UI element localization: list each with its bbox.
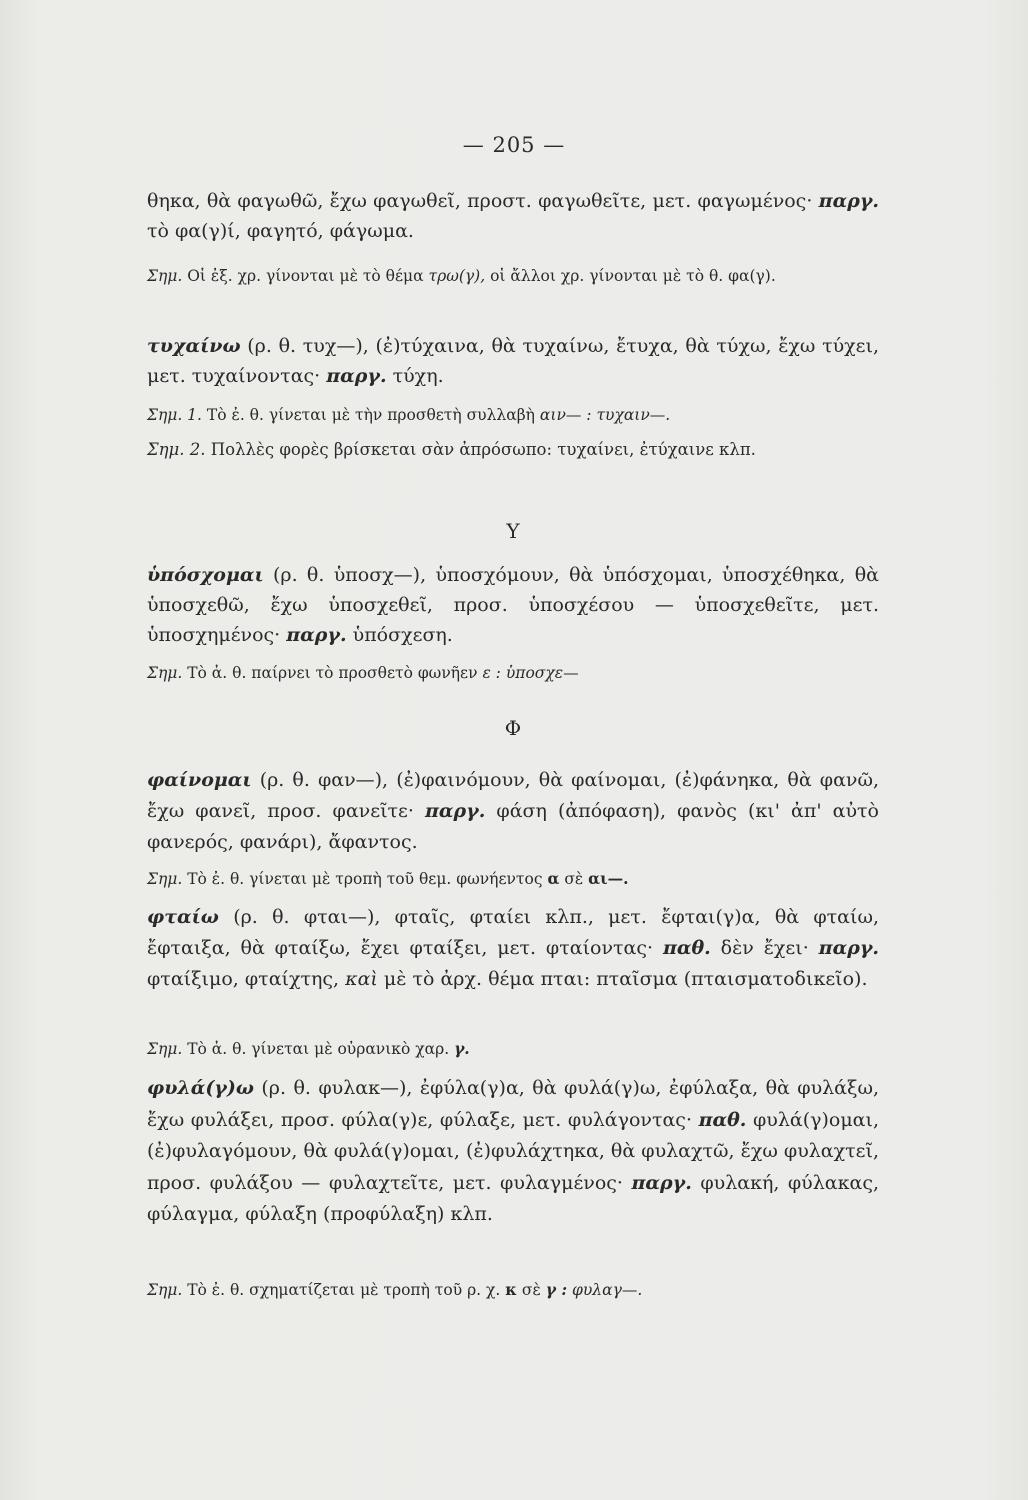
headword: τυχαίνω	[147, 335, 241, 357]
entry-text: (ρ. θ. φυλακ—), ἐφύλα(γ)α, θὰ φυλά(γ)ω, ἐφύλαξα, θὰ φυλάξω, ἔχω φυλάξει, προσ. φύλα(γ)ε, φύλαξε, μετ. φυλάγοντας·	[147, 1077, 880, 1131]
note-fagw	[147, 263, 879, 289]
parg-abbr: παργ.	[286, 624, 347, 646]
entry-text-4: μὲ τὸ ἀρχ. θέμα πται: πταῖσμα (πταισματοδικεῖο).	[383, 968, 868, 990]
note-bold: α	[547, 869, 560, 888]
section-letter-y	[147, 516, 879, 546]
note-label: Σημ. 2.	[147, 440, 206, 459]
entry-text: (ρ. θ. φται—), φταῖς, φταίει κλπ., μετ. ἔφται(γ)α, θὰ φταίω, ἔφταιξα, θὰ φταίξω, ἔχει φταίξει, μετ. φταίοντας·	[147, 906, 879, 959]
page-number: — 205 —	[462, 133, 566, 157]
entry-text: (ρ. θ. ὑποσχ—), ὑποσχόμουν, θὰ ὑπόσχομαι, ὑποσχέθηκα, θὰ ὑποσχεθῶ, ἔχω ὑποσχεθεῖ, προσ. ὑποσχέσου — ὑποσχεθεῖτε, μετ. ὑποσχημένος·	[147, 564, 880, 646]
note-paragraph	[147, 1036, 879, 1062]
note-italic: φυλαγ—.	[572, 1281, 643, 1299]
note-paragraph	[147, 263, 879, 289]
continuation-derivatives: τὸ φα(γ)ί, φαγητό, φάγωμα.	[147, 220, 414, 242]
continuation-text: θηκα, θὰ φαγωθῶ, ἔχω φαγωθεῖ, προστ. φαγωθεῖτε, μετ. φαγωμένος·	[147, 190, 813, 212]
note-tyxaino-1	[147, 402, 879, 428]
note-label: Σημ.	[147, 1040, 183, 1058]
note-text: Τὸ ἀ. θ. γίνεται μὲ οὐρανικὸ χαρ.	[187, 1040, 450, 1058]
note-text: Τὸ ἐ. θ. γίνεται μὲ τροπὴ τοῦ θεμ. φωνήεντος	[187, 870, 543, 888]
note-paragraph	[147, 436, 879, 464]
entry-paragraph	[147, 765, 879, 858]
parg-abbr: παργ.	[818, 937, 879, 959]
headword: φυλά(γ)ω	[147, 1077, 254, 1099]
note-italic: ε : ὑποσχε—	[482, 664, 579, 682]
note-bold: γ.	[454, 1039, 470, 1058]
entry-derivative: τύχη.	[392, 365, 444, 387]
headword: φαίνομαι	[147, 769, 252, 791]
note-label: Σημ.	[147, 870, 183, 888]
note-yposxomai	[147, 660, 879, 686]
note-text-2: σὲ	[564, 870, 584, 888]
entry-yposxomai	[147, 560, 879, 650]
parg-abbr: παργ.	[818, 190, 879, 212]
note-text: Οἱ ἐξ. χρ. γίνονται μὲ τὸ θέμα	[187, 267, 424, 285]
entry-derivative: ὑπόσχεση.	[352, 624, 453, 646]
note-label: Σημ.	[147, 1281, 183, 1299]
entry-text-3: φυλακή, φύλακας, φύλαγμα, φύλαξη (προφύλαξη) κλπ.	[147, 1171, 879, 1225]
entry-derivative: φάση (ἀπόφαση), φανὸς (κι' ἀπ' αὐτὸ φανερός, φανάρι), ἄφαντος.	[147, 800, 879, 853]
note-text-2: οἱ ἄλλοι χρ. γίνονται μὲ τὸ θ. φα(γ).	[490, 267, 776, 285]
letter-heading: Φ	[504, 716, 522, 740]
entry-paragraph	[147, 1073, 879, 1231]
entry-text: (ρ. θ. φαν—), (ἐ)φαινόμουν, θὰ φαίνομαι, (ἐ)φάνηκα, θὰ φανῶ, ἔχω φανεῖ, προσ. φανεῖτε·	[147, 769, 879, 822]
entry-fainomai	[147, 765, 879, 858]
note-label: Σημ.	[147, 267, 183, 285]
note-fylago	[147, 1277, 879, 1303]
note-text-2: σὲ	[521, 1281, 541, 1299]
note-paragraph	[147, 1277, 879, 1303]
entry-text-3: φταίξιμο, φταίχτης,	[147, 968, 340, 990]
entry-continuation	[147, 186, 879, 246]
entry-fylago	[147, 1073, 879, 1231]
note-text: Τὸ ἐ. θ. γίνεται μὲ τὴν προσθετὴ συλλαβὴ	[206, 406, 535, 424]
note-italic: αιν— : τυχαιν—.	[539, 406, 671, 424]
headword: ὑπόσχομαι	[147, 564, 264, 586]
entry-text-2: δὲν ἔχει·	[720, 937, 809, 959]
parg-abbr: παργ.	[326, 365, 387, 387]
entry-ftaio	[147, 902, 879, 995]
note-label: Σημ. 1.	[147, 406, 202, 424]
entry-text: (ρ. θ. τυχ—), (ἐ)τύχαινα, θὰ τυχαίνω, ἔτυχα, θὰ τύχω, ἔχω τύχει, μετ. τυχαίνοντας·	[147, 335, 879, 387]
parg-abbr: παργ.	[631, 1171, 692, 1194]
note-text: Τὸ ἐ. θ. σχηματίζεται μὲ τροπὴ τοῦ ρ. χ.	[187, 1281, 501, 1299]
note-text: Τὸ ἀ. θ. παίρνει τὸ προσθετὸ φωνῆεν	[187, 664, 478, 682]
entry-kai: καὶ	[345, 968, 378, 990]
headword: φταίω	[147, 906, 219, 928]
note-text: Πολλὲς φορὲς βρίσκεται σὰν ἀπρόσωπο: τυχαίνει, ἐτύχαινε κλπ.	[210, 440, 756, 459]
note-paragraph	[147, 866, 879, 892]
entry-text-2: φυλά(γ)ομαι, (ἐ)φυλαγόμουν, θὰ φυλά(γ)ομαι, (ἐ)φυλάχτηκα, θὰ φυλαχτῶ, ἔχω φυλαχτεῖ, προσ. φυλάξου — φυλαχτεῖτε, μετ. φυλαγμένος·	[147, 1108, 879, 1194]
note-label: Σημ.	[147, 664, 183, 682]
path-abbr: παθ.	[662, 937, 711, 959]
note-paragraph	[147, 660, 879, 686]
section-letter-f	[147, 713, 879, 743]
entry-paragraph	[147, 331, 879, 391]
entry-paragraph	[147, 902, 879, 995]
entry-paragraph	[147, 560, 879, 650]
path-abbr: παθ.	[698, 1108, 747, 1131]
entry-tyxaino	[147, 331, 879, 391]
note-fainomai	[147, 866, 879, 892]
note-ftaio	[147, 1036, 879, 1062]
note-tyxaino-2	[147, 436, 879, 464]
note-paragraph	[147, 402, 879, 428]
note-bold-2: γ :	[545, 1280, 568, 1299]
continuation-paragraph	[147, 186, 879, 246]
parg-abbr: παργ.	[425, 800, 486, 822]
note-theme: τρω(γ),	[428, 267, 486, 285]
note-bold-2: αι—.	[588, 869, 629, 888]
letter-heading: Y	[506, 519, 520, 543]
note-bold: κ	[505, 1280, 517, 1299]
